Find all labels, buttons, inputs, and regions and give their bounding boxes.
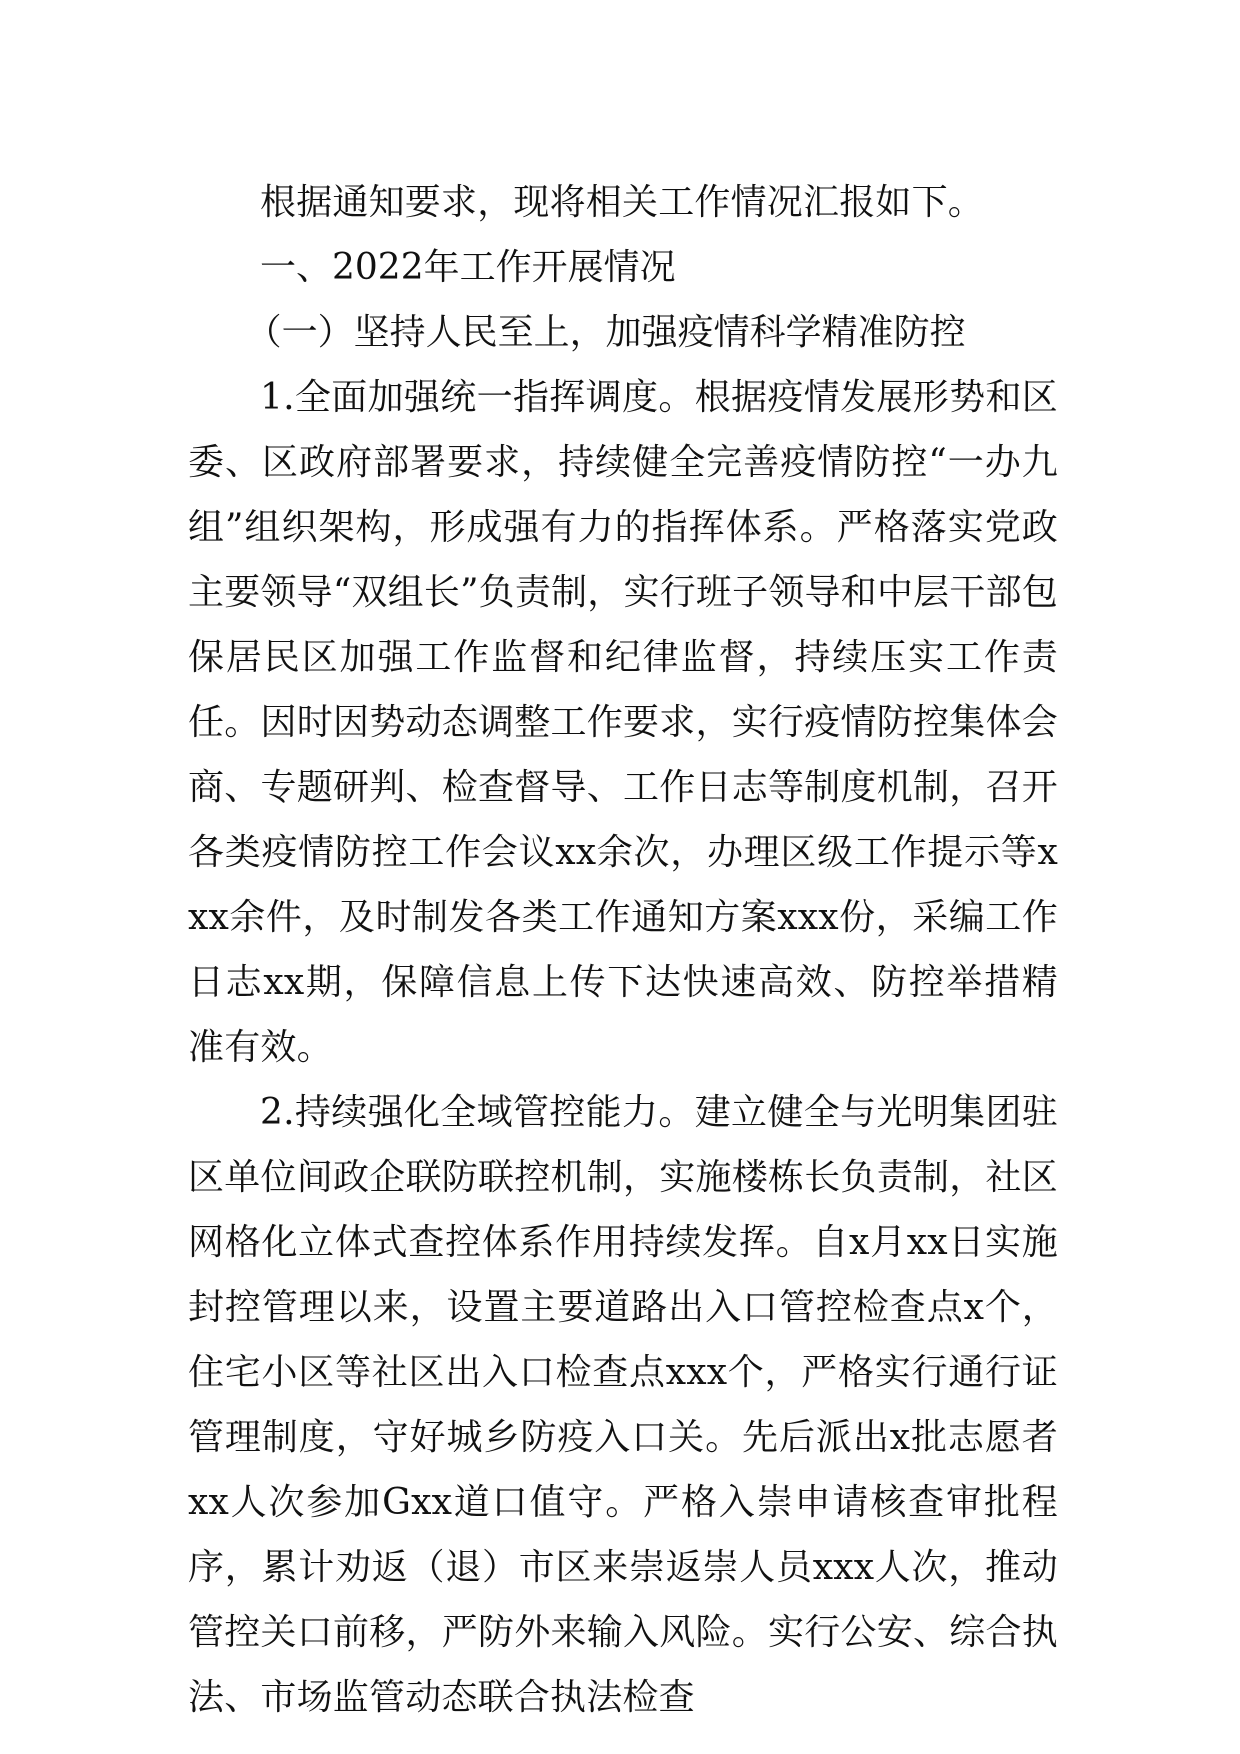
subsection-heading: （一）坚持人民至上，加强疫情科学精准防控 (245, 312, 966, 353)
document-body (188, 170, 1058, 1730)
section-heading: 一、2022年工作开展情况 (260, 247, 676, 288)
body-paragraph-1: 1.全面加强统一指挥调度。根据疫情发展形势和区委、区政府部署要求，持续健全完善疫情防控“一办九组”组织架构，形成强有力的指挥体系。严格落实党政主要领导“双组长”负责制，实行班子领导和中层干部包保居民区加强工作监督和纪律监督，持续压实工作责任。因时因势动态调整工作要求，实行疫情防控集体会商、专题研判、检查督导、工作日志等制度机制，召开各类疫情防控工作会议xx余次，办理区级工作提示等xxx余件，及时制发各类工作通知方案xxx份，采编工作日志xx期，保障信息上传下达快速高效、防控举措精准有效。 (188, 377, 1058, 1068)
intro-paragraph: 根据通知要求，现将相关工作情况汇报如下。 (260, 182, 985, 223)
body-paragraph-2: 2.持续强化全域管控能力。建立健全与光明集团驻区单位间政企联防联控机制，实施楼栋长负责制，社区网格化立体式查控体系作用持续发挥。自x月xx日实施封控管理以来，设置主要道路出入口管控检查点x个，住宅小区等社区出入口检查点xxx个，严格实行通行证管理制度，守好城乡防疫入口关。先后派出x批志愿者xx人次参加Gxx道口值守。严格入崇申请核查审批程序，累计劝返（退）市区来崇返崇人员xxx人次，推动管控关口前移，严防外来输入风险。实行公安、综合执法、市场监管动态联合执法检查 (188, 1092, 1058, 1718)
